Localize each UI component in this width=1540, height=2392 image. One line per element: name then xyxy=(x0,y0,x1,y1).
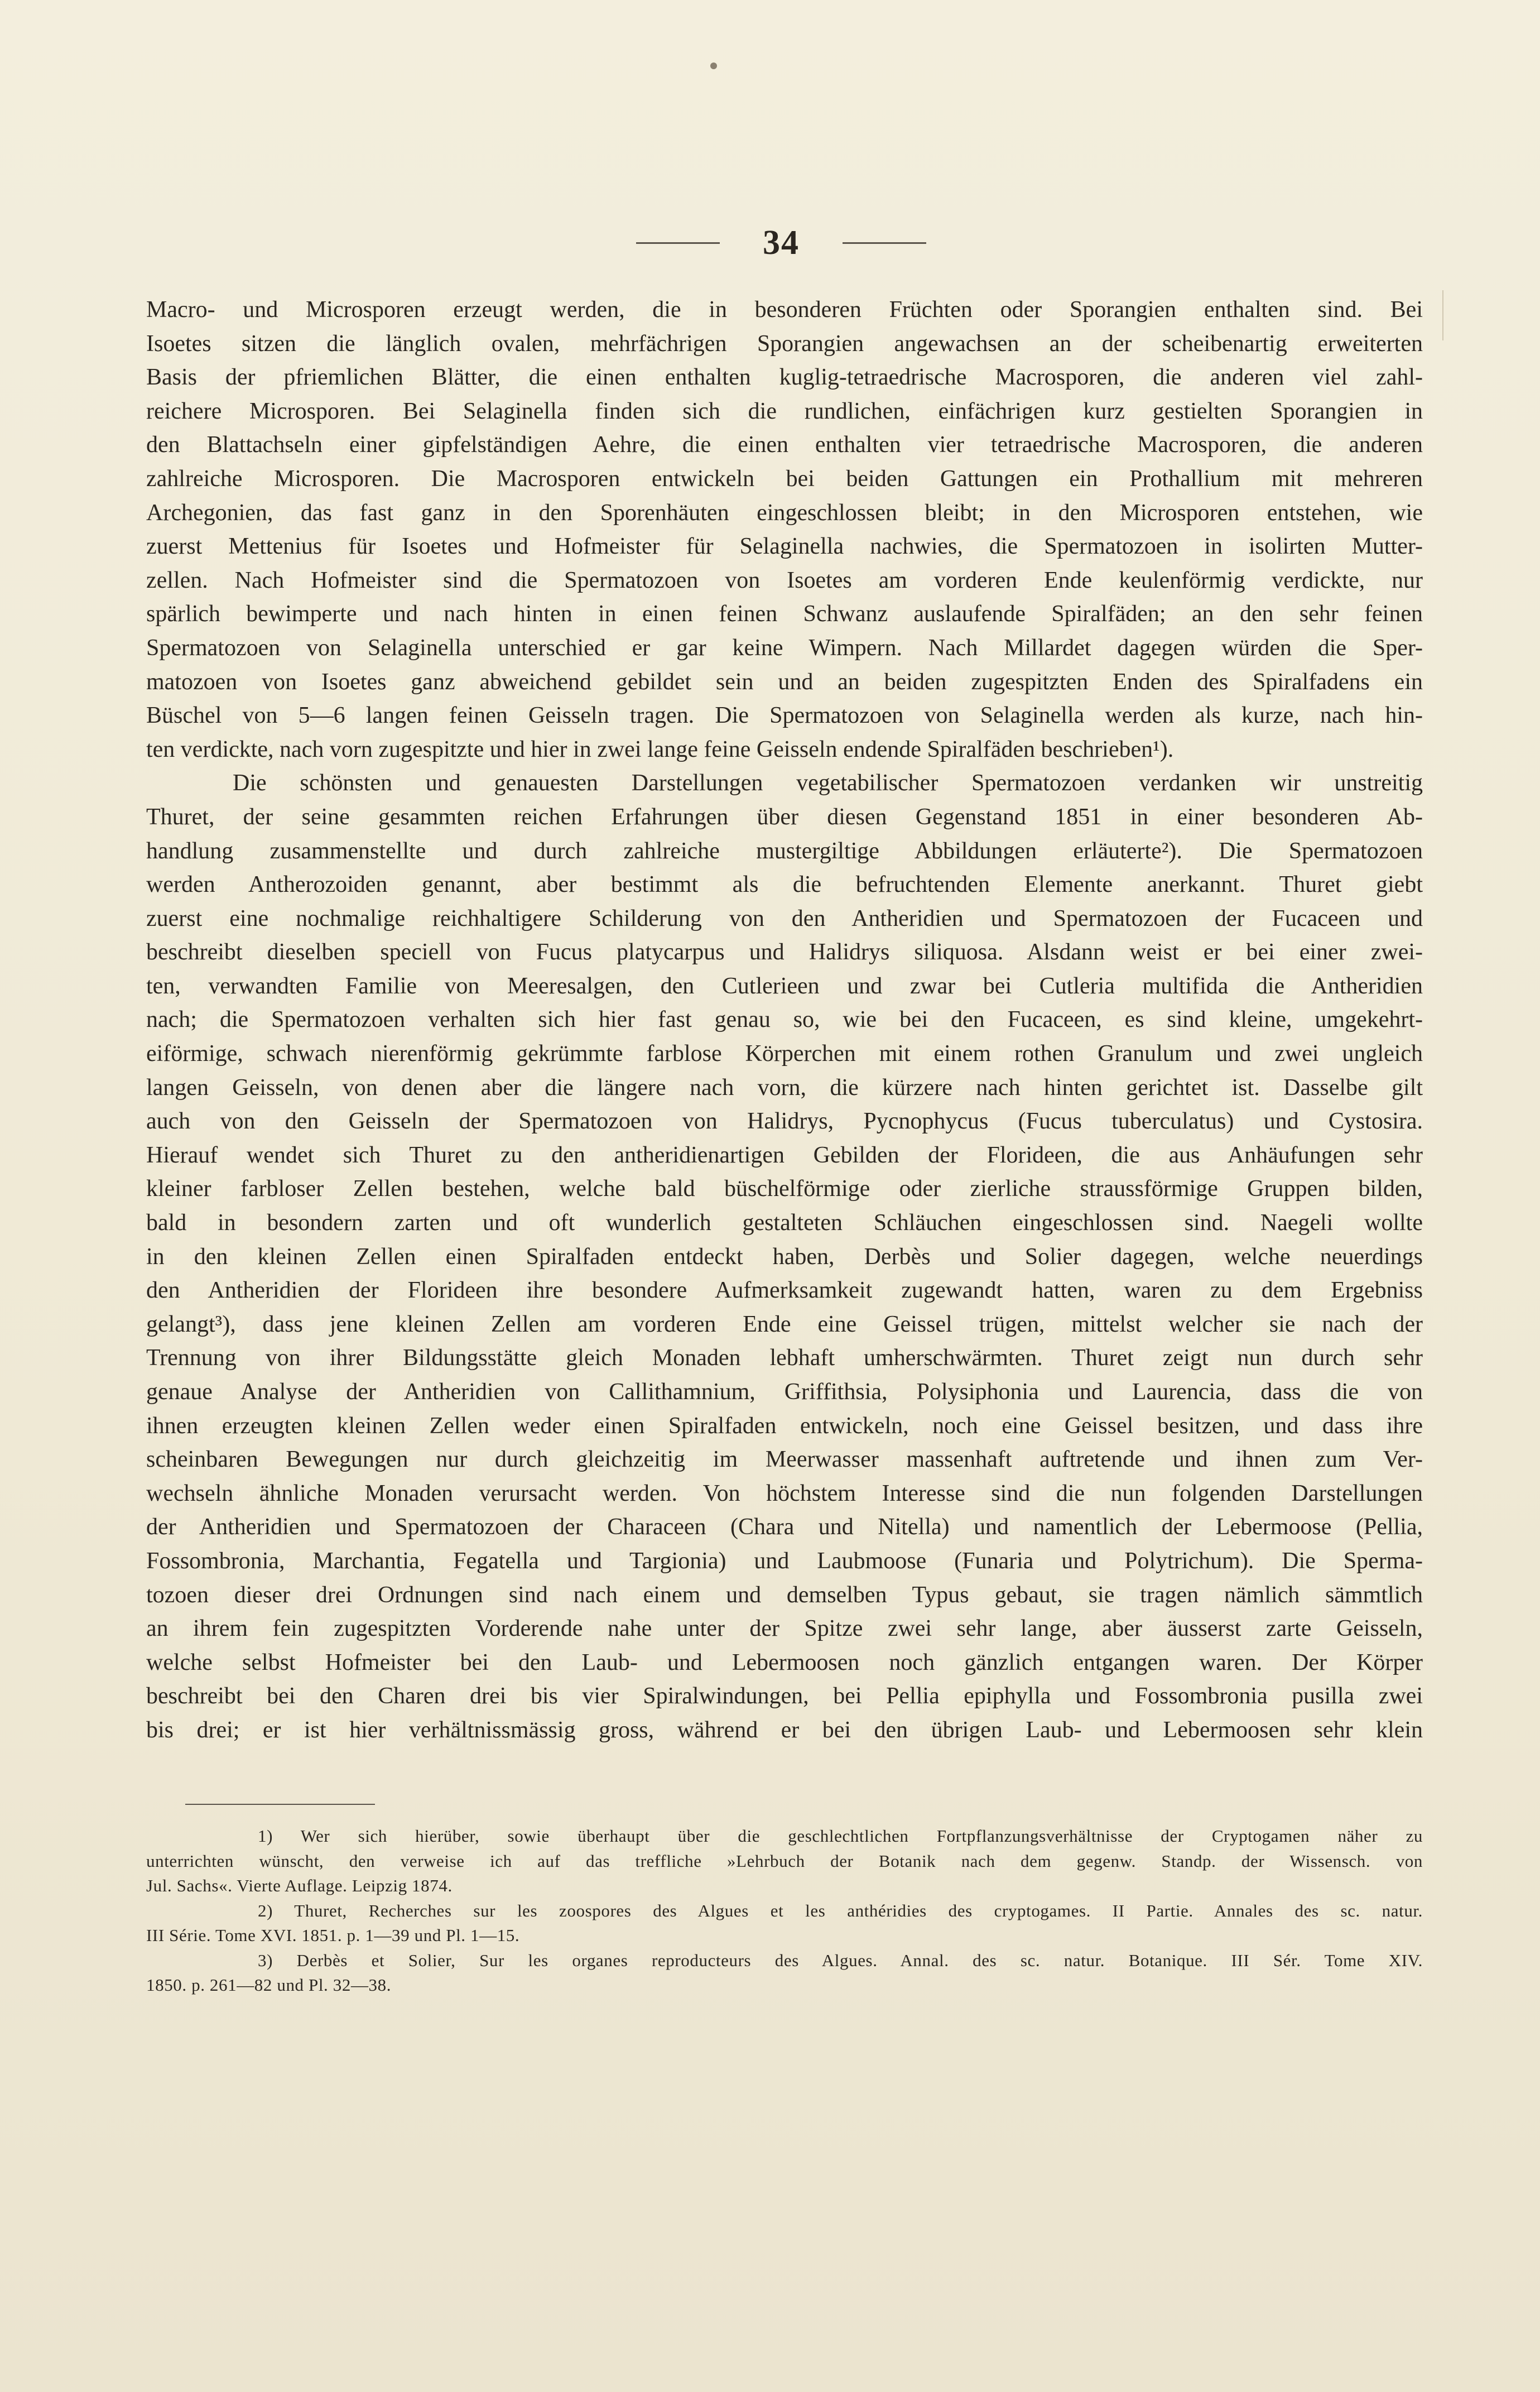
text-line: den Antheridien der Florideen ihre besondere Aufmerksamkeit zugewandt hatten, waren zu dem Ergebniss xyxy=(146,1277,1423,1304)
margin-mark xyxy=(1437,290,1443,340)
text-line: ihnen erzeugten kleinen Zellen weder einen Spiralfaden entwickeln, noch eine Geissel besitzen, und dass ihre xyxy=(146,1413,1423,1439)
text-line: der Antheridien und Spermatozoen der Characeen (Chara und Nitella) und namentlich der Lebermoose (Pellia, xyxy=(146,1514,1423,1540)
text-line: bald in besondern zarten und oft wunderlich gestalteten Schläuchen eingeschlossen sind. Naegeli wollte xyxy=(146,1210,1423,1236)
page-number: 34 xyxy=(763,224,800,262)
text-line: Fossombronia, Marchantia, Fegatella und Targionia) und Laubmoose (Funaria und Polytrichum). Die Sperma- xyxy=(146,1548,1423,1574)
text-line: beschreibt dieselben speciell von Fucus platycarpus und Halidrys siliquosa. Alsdann weist er bei einer zwei- xyxy=(146,939,1423,966)
text-line: zuerst Mettenius für Isoetes und Hofmeister für Selaginella nachwies, die Spermatozoen in isolirten Mutter- xyxy=(146,534,1423,560)
text-line: nach; die Spermatozoen verhalten sich hier fast genau so, wie bei den Fucaceen, es sind kleine, umgekehrt- xyxy=(146,1007,1423,1033)
text-line: scheinbaren Bewegungen nur durch gleichzeitig im Meerwasser massenhaft auftretende und ihnen zum Ver- xyxy=(146,1447,1423,1473)
text-line: Trennung von ihrer Bildungsstätte gleich Monaden lebhaft umherschwärmten. Thuret zeigt nun durch sehr xyxy=(146,1345,1423,1371)
text-line: Hierauf wendet sich Thuret zu den antheridienartigen Gebilden der Florideen, die aus Anhäufungen sehr xyxy=(146,1142,1423,1168)
header-rule-right xyxy=(843,242,926,244)
text-line: den Blattachseln einer gipfelständigen Aehre, die einen enthalten vier tetraedrische Macrosporen, die anderen xyxy=(146,432,1423,458)
text-line: an ihrem fein zugespitzten Vorderende nahe unter der Spitze zwei sehr lange, aber äusserst zarte Geisseln, xyxy=(146,1616,1423,1642)
footnote-2 xyxy=(146,1899,1423,1948)
text-line: welche selbst Hofmeister bei den Laub- und Lebermoosen noch gänzlich entgangen waren. Der Körper xyxy=(146,1649,1423,1675)
footnote-line: 3) Derbès et Solier, Sur les organes reproducteurs des Algues. Annal. des sc. natur. Botanique. III Sér. Tome XIV. xyxy=(258,1950,1423,1970)
text-line: genaue Analyse der Antheridien von Callithamnium, Griffithsia, Polysiphonia und Laurencia, dass die von xyxy=(146,1379,1423,1405)
text-line: Archegonien, das fast ganz in den Sporenhäuten eingeschlossen bleibt; in den Microsporen entstehen, wie xyxy=(146,499,1423,526)
text-line: handlung zusammenstellte und durch zahlreiche mustergiltige Abbildungen erläuterte²). Die Spermatozoen xyxy=(146,838,1423,864)
footnote-line: III Série. Tome XVI. 1851. p. 1—39 und Pl. 1—15. xyxy=(146,1925,520,1945)
footnote-line: 1850. p. 261—82 und Pl. 32—38. xyxy=(146,1975,392,1995)
footnote-line: 2) Thuret, Recherches sur les zoospores des Algues et les anthéridies des cryptogames. II Partie. Annales des sc. natur. xyxy=(258,1900,1423,1920)
footnote-line: Jul. Sachs«. Vierte Auflage. Leipzig 1874. xyxy=(146,1876,453,1895)
body-text xyxy=(146,293,1423,1747)
footnote-1 xyxy=(146,1824,1423,1899)
text-line: eiförmige, schwach nierenförmig gekrümmte farblose Körperchen mit einem rothen Granulum und zwei ungleich xyxy=(146,1041,1423,1067)
text-line: in den kleinen Zellen einen Spiralfaden entdeckt haben, Derbès und Solier dagegen, welche neuerdings xyxy=(146,1243,1423,1270)
paragraph-2 xyxy=(146,766,1423,1747)
text-line: Die schönsten und genauesten Darstellungen vegetabilischer Spermatozoen verdanken wir unstreitig xyxy=(233,770,1423,796)
text-line: ten, verwandten Familie von Meeresalgen, den Cutlerieen und zwar bei Cutleria multifida die Antheridien xyxy=(146,973,1423,999)
footnotes xyxy=(146,1824,1423,1998)
text-line: Basis der pfriemlichen Blätter, die einen enthalten kuglig-tetraedrische Macrosporen, die anderen viel zahl- xyxy=(146,364,1423,391)
text-line: werden Antherozoiden genannt, aber bestimmt als die befruchtenden Elemente anerkannt. Thuret giebt xyxy=(146,872,1423,898)
text-line: auch von den Geisseln der Spermatozoen von Halidrys, Pycnophycus (Fucus tuberculatus) und Cystosira. xyxy=(146,1108,1423,1135)
text-line: zuerst eine nochmalige reichhaltigere Schilderung von den Antheridien und Spermatozoen der Fucaceen und xyxy=(146,905,1423,931)
text-line: bis drei; er ist hier verhältnissmässig gross, während er bei den übrigen Laub- und Lebermoosen sehr klein xyxy=(146,1717,1423,1743)
ink-dot xyxy=(710,63,717,69)
text-line: gelangt³), dass jene kleinen Zellen am vorderen Ende eine Geissel trügen, mittelst welcher sie nach der xyxy=(146,1311,1423,1337)
footnote-line: 1) Wer sich hierüber, sowie überhaupt über die geschlechtlichen Fortpflanzungsverhältnisse der Cryptogamen näher zu xyxy=(258,1826,1423,1846)
text-line: Büschel von 5—6 langen feinen Geisseln tragen. Die Spermatozoen von Selaginella werden als kurze, nach hin- xyxy=(146,703,1423,729)
text-line: Macro- und Microsporen erzeugt werden, die in besonderen Früchten oder Sporangien enthalten sind. Bei xyxy=(146,297,1423,323)
footnote-rule xyxy=(185,1804,375,1805)
text-line: zellen. Nach Hofmeister sind die Spermatozoen von Isoetes am vorderen Ende keulenförmig verdickte, nur xyxy=(146,567,1423,593)
text-line: ten verdickte, nach vorn zugespitzte und hier in zwei lange feine Geisseln endende Spiralfäden beschrieben¹). xyxy=(146,736,1174,762)
footnote-3 xyxy=(146,1948,1423,1998)
text-line: langen Geisseln, von denen aber die längere nach vorn, die kürzere nach hinten gerichtet ist. Dasselbe gilt xyxy=(146,1074,1423,1101)
page-header xyxy=(0,223,1540,262)
paragraph-1 xyxy=(146,293,1423,766)
text-line: tozoen dieser drei Ordnungen sind nach einem und demselben Typus gebaut, sie tragen nämlich sämmtlich xyxy=(146,1582,1423,1608)
text-line: Spermatozoen von Selaginella unterschied er gar keine Wimpern. Nach Millardet dagegen würden die Sper- xyxy=(146,635,1423,661)
footnote-line: unterrichten wünscht, den verweise ich auf das treffliche »Lehrbuch der Botanik nach dem gegenw. Standp. der Wissensch. von xyxy=(146,1851,1423,1871)
text-line: wechseln ähnliche Monaden verursacht werden. Von höchstem Interesse sind die nun folgenden Darstellungen xyxy=(146,1480,1423,1506)
text-line: Thuret, der seine gesammten reichen Erfahrungen über diesen Gegenstand 1851 in einer besonderen Ab- xyxy=(146,804,1423,830)
text-line: Isoetes sitzen die länglich ovalen, mehrfächrigen Sporangien angewachsen an der scheibenartig erweiterten xyxy=(146,330,1423,357)
text-line: matozoen von Isoetes ganz abweichend gebildet sein und an beiden zugespitzten Enden des Spiralfadens ein xyxy=(146,669,1423,695)
text-line: spärlich bewimperte und nach hinten in einen feinen Schwanz auslaufende Spiralfäden; an den sehr feinen xyxy=(146,601,1423,627)
text-line: zahlreiche Microsporen. Die Macrosporen entwickeln bei beiden Gattungen ein Prothallium mit mehreren xyxy=(146,465,1423,492)
text-line: reichere Microsporen. Bei Selaginella finden sich die rundlichen, einfächrigen kurz gestielten Sporangien in xyxy=(146,398,1423,424)
text-line: kleiner farbloser Zellen bestehen, welche bald büschelförmige oder zierliche straussförmige Gruppen bilden, xyxy=(146,1176,1423,1202)
text-line: beschreibt bei den Charen drei bis vier Spiralwindungen, bei Pellia epiphylla und Fossombronia pusilla zwei xyxy=(146,1683,1423,1709)
header-rule-left xyxy=(636,242,720,244)
